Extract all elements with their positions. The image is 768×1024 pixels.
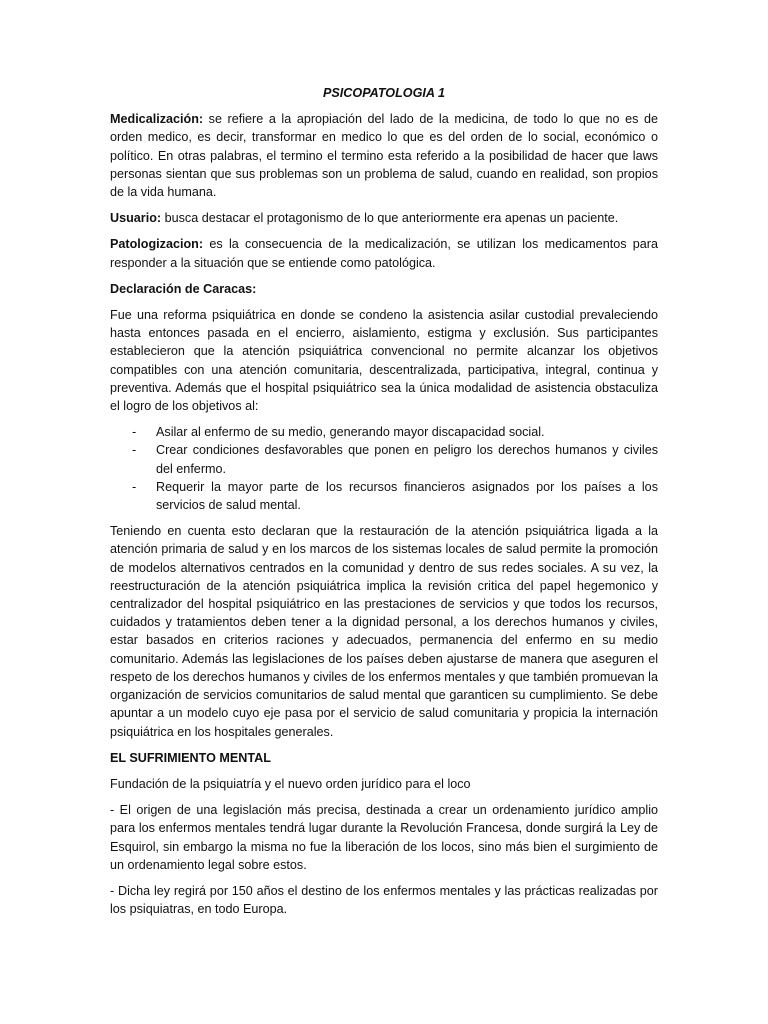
paragraph-usuario xyxy=(110,209,658,227)
bullet-marker: - xyxy=(132,425,137,440)
paragraph-medicalizacion xyxy=(110,110,658,201)
heading-sufrimiento-mental: EL SUFRIMIENTO MENTAL xyxy=(110,750,271,765)
paragraph-150-anos: - Dicha ley regirá por 150 años el destino de los enfermos mentales y las prácticas realizadas por los psiquiatras, en todo Europa. xyxy=(110,883,658,917)
term-patologizacion: Patologizacion: xyxy=(110,237,204,252)
definition-usuario: busca destacar el protagonismo de lo que anteriormente era apenas un paciente. xyxy=(161,211,619,226)
heading-caracas: Declaración de Caracas: xyxy=(110,281,257,296)
term-usuario: Usuario: xyxy=(110,211,162,226)
bullet-marker: - xyxy=(132,443,137,458)
list-item-text: Requerir la mayor parte de los recursos financieros asignados por los países a los servicios de salud mental. xyxy=(156,479,658,513)
document-page xyxy=(110,84,658,926)
paragraph-caracas-intro: Fue una reforma psiquiátrica en donde se condeno la asistencia asilar custodial prevaleciendo hasta entonces pasada en el encierro, aislamiento, estigma y exclusión. Sus participantes establecieron que la atención psiquiátrica convencional no permite alcanzar los objetivos compatibles con una atención comunitaria, descentralizada, participativa, integral, continua y preventiva. Además que el hospital psiquiátrico sea la única modalidad de asistencia obstaculiza el logro de los objetivos al: xyxy=(110,308,658,414)
list-item xyxy=(110,441,658,477)
document-title: PSICOPATOLOGIA 1 xyxy=(323,86,445,100)
list-item xyxy=(110,478,658,514)
term-medicalizacion: Medicalización: xyxy=(110,112,204,127)
paragraph-patologizacion xyxy=(110,235,658,271)
paragraph-caracas-conclusion: Teniendo en cuenta esto declaran que la restauración de la atención psiquiátrica ligada a la atención primaria de salud y en los marcos de los sistemas locales de salud permite la promoción de modelos alternativos centrados en la comunidad y dentro de sus redes sociales. A su vez, la reestructuración de la atención psiquiátrica implica la revisión critica del papel hegemonico y centralizador del hospital psiquiátrico en las prestaciones de servicios y que todos los recursos, cuidados y tratamientos deben tener a la dignidad personal, a los derechos humanos y civiles, estar basados en criterios raciones y adecuados, permanencia del enfermo en su medio comunitario. Además las legislaciones de los países deben ajustarse de manera que aseguren el respeto de los derechos humanos y civiles de los enfermos mentales y que también promuevan la organización de servicios comunitarios de salud mental que garanticen su cumplimiento. Se debe apuntar a un modelo cuyo eje pasa por el servicio de salud comunitaria y propicia la internación psiquiátrica en los hospitales generales. xyxy=(110,524,658,739)
subheading-fundacion: Fundación de la psiquiatría y el nuevo orden jurídico para el loco xyxy=(110,776,471,791)
bullet-list xyxy=(110,423,658,514)
list-item-text: Crear condiciones desfavorables que ponen en peligro los derechos humanos y civiles del enfermo. xyxy=(156,443,658,476)
definition-patologizacion: es la consecuencia de la medicalización, se utilizan los medicamentos para responder a la situación que se entiende como patológica. xyxy=(110,237,658,270)
list-item xyxy=(110,423,658,441)
definition-medicalizacion: se refiere a la apropiación del lado de la medicina, de todo lo que no es de orden medico, es decir, transformar en medico lo que es del orden de lo social, económico o político. En otras palabras, el termino el termino esta referido a la posibilidad de hacer que laws personas sientan que sus problemas son un problema de salud, cuando en realidad, son propios de la vida humana. xyxy=(110,112,658,200)
paragraph-ley-esquirol: - El origen de una legislación más precisa, destinada a crear un ordenamiento jurídico amplio para los enfermos mentales tendrá lugar durante la Revolución Francesa, donde surgirá la Ley de Esquirol, sin embargo la misma no fue la liberación de los locos, sino más bien el surgimiento de un ordenamiento legal sobre estos. xyxy=(110,803,658,872)
list-item-text: Asilar al enfermo de su medio, generando mayor discapacidad social. xyxy=(156,425,545,440)
bullet-marker: - xyxy=(132,479,137,494)
